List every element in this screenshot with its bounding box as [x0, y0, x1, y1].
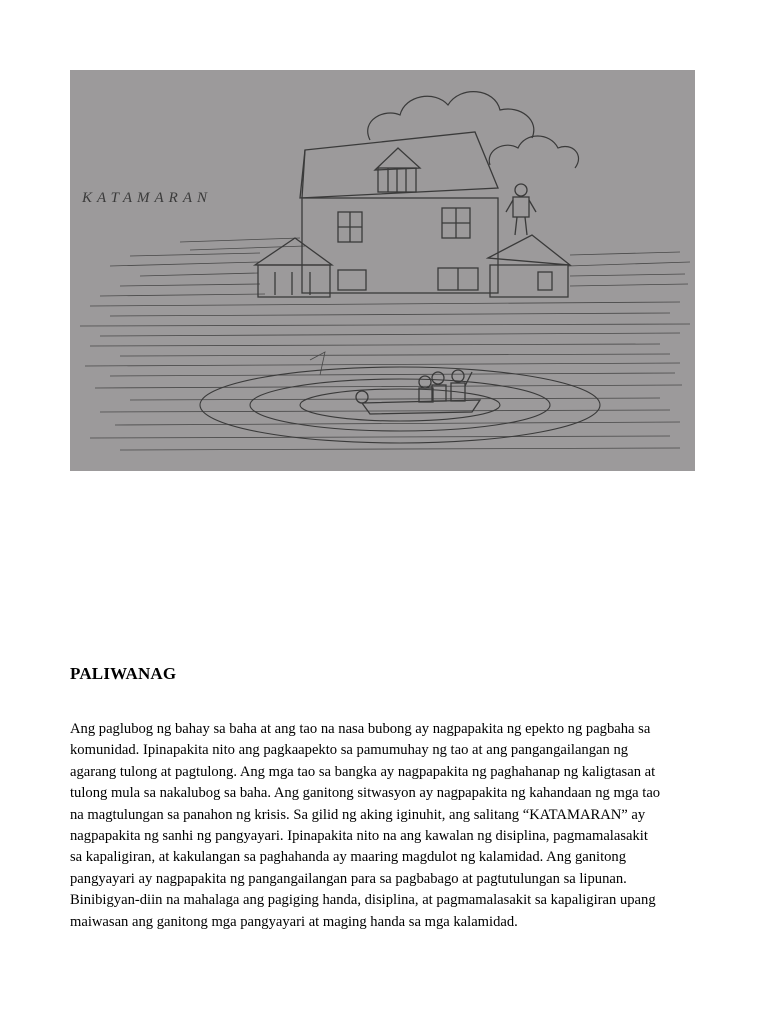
flood-drawing-image	[70, 70, 695, 471]
paragraph-line: sa kapaligiran, at kakulangan sa paghahanda ay maaring magdulot ng kalamidad. Ang ganitong	[70, 849, 627, 866]
paragraph-line: komunidad. Ipinapakita nito ang pagkaapekto sa pamumuhay ng tao at ang pangangailangan ng	[70, 742, 629, 759]
katamaran-label: KATAMARAN	[82, 190, 212, 206]
flood-drawing-svg	[70, 70, 695, 471]
paragraph-line: Binibigyan-diin na mahalaga ang pagiging handa, disiplina, at pagmamalasakit sa kapaligiran upang	[70, 892, 656, 909]
paragraph-line: maiwasan ang ganitong mga pangyayari at maging handa sa mga kalamidad.	[70, 913, 518, 930]
paragraph-line: pangyayari ay nagpapakita ng pangangailangan para sa pagbabago at pagtutulungan sa lipunan.	[70, 870, 627, 887]
paragraph-line: Ang paglubog ng bahay sa baha at ang tao na nasa bubong ay nagpapakita ng epekto ng pagbaha sa	[70, 721, 651, 737]
paragraph-line: agarang tulong at pagtulong. Ang mga tao sa bangka ay nagpapakita ng paghahanap ng kaligtasan at	[70, 763, 656, 780]
paragraph-line: nagpapakita ng sanhi ng pangyayari. Ipinapakita nito na ang kawalan ng disiplina, pagmamalasakit	[70, 828, 648, 845]
explanation-paragraph	[70, 719, 710, 933]
paragraph-line: tulong mula sa nakalubog sa baha. Ang ganitong sitwasyon ay nagpapakita ng kahandaan ng mga tao	[70, 785, 661, 802]
section-heading: PALIWANAG	[70, 664, 177, 683]
paragraph-line: na magtulungan sa panahon ng krisis. Sa gilid ng aking iginuhit, ang salitang “KATAMARAN” ay	[70, 806, 646, 823]
